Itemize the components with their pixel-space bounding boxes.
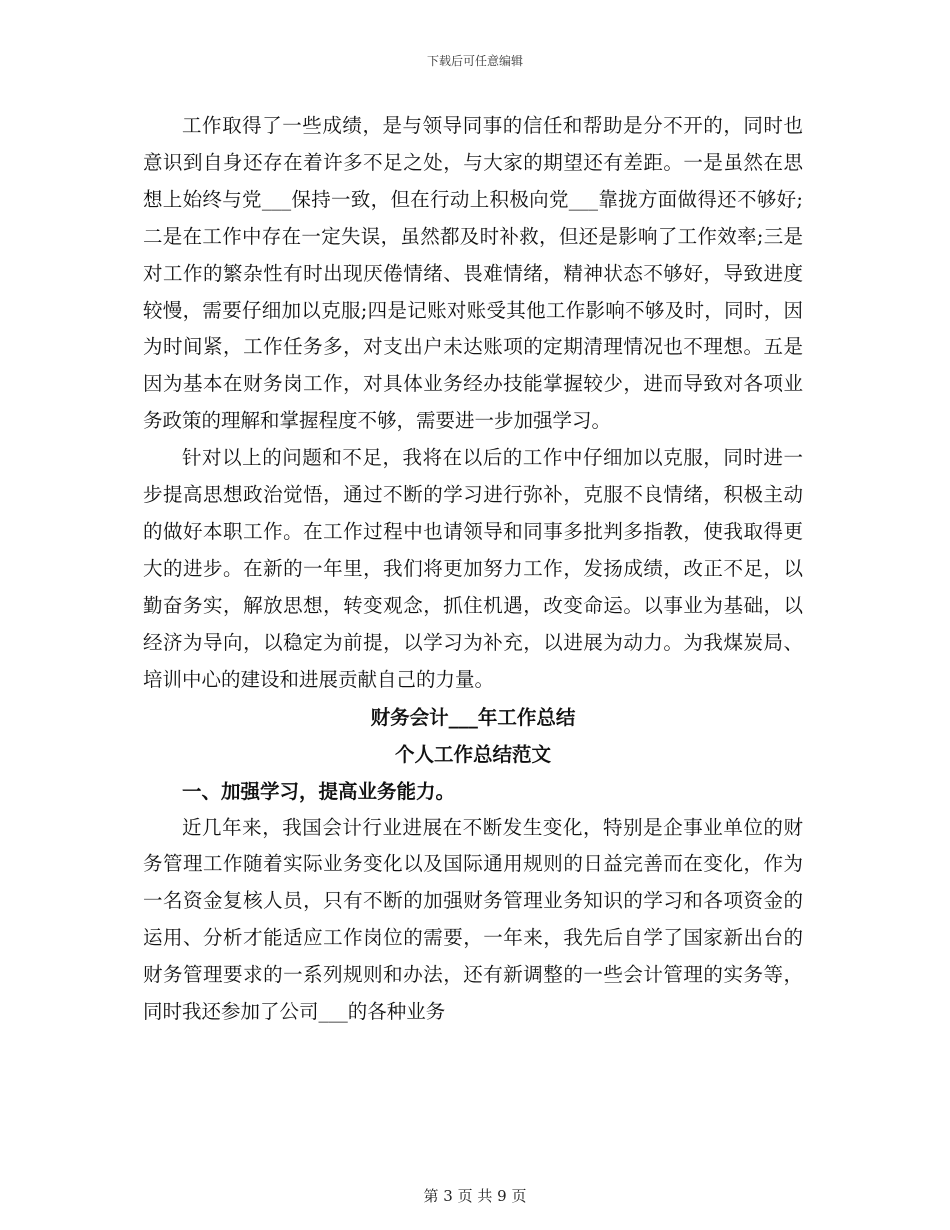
document-subtitle: 个人工作总结范文 <box>394 742 551 766</box>
section-heading: 一、加强学习，提高业务能力。 <box>182 779 456 803</box>
document-body <box>143 108 803 1031</box>
paragraph-learning: 近几年来，我国会计行业进展在不断发生变化，特别是企事业单位的财务管理工作随着实际业务变化以及国际通用规则的日益完善而在变化，作为一名资金复核人员，只有不断的加强财务管理业务知识的学习和各项资金的运用、分析才能适应工作岗位的需要，一年来，我先后自学了国家新出台的财务管理要求的一系列规则和办法，还有新调整的一些会计管理的实务等，同时我还参加了公司___的各种业务 <box>143 815 803 1024</box>
paragraph-improvements: 针对以上的问题和不足，我将在以后的工作中仔细加以克服，同时进一步提高思想政治觉悟，通过不断的学习进行弥补，克服不良情绪，积极主动的做好本职工作。在工作过程中也请领导和同事多批判多指教，使我取得更大的进步。在新的一年里，我们将更加努力工作，发扬成绩，改正不足，以勤奋务实，解放思想，转变观念，抓住机遇，改变命运。以事业为基础，以经济为导向，以稳定为前提，以学习为补充，以进展为动力。为我煤炭局、培训中心的建设和进展贡献自己的力量。 <box>143 446 803 691</box>
paragraph-shortcomings: 工作取得了一些成绩，是与领导同事的信任和帮助是分不开的，同时也意识到自身还存在着许多不足之处，与大家的期望还有差距。一是虽然在思想上始终与党___保持一致，但在行动上积极向党___靠拢方面做得还不够好;二是在工作中存在一定失误，虽然都及时补救，但还是影响了工作效率;三是对工作的繁杂性有时出现厌倦情绪、畏难情绪，精神状态不够好，导致进度较慢，需要仔细加以克服;四是记账对账受其他工作影响不够及时，同时，因为时间紧，工作任务多，对支出户未达账项的定期清理情况也不理想。五是因为基本在财务岗工作，对具体业务经办技能掌握较少，进而导致对各项业务政策的理解和掌握程度不够，需要进一步加强学习。 <box>143 114 803 433</box>
document-title: 财务会计___年工作总结 <box>370 705 576 729</box>
page-footer: 第 3 页 共 9 页 <box>423 1187 527 1205</box>
page-header: 下载后可任意编辑 <box>426 54 523 68</box>
